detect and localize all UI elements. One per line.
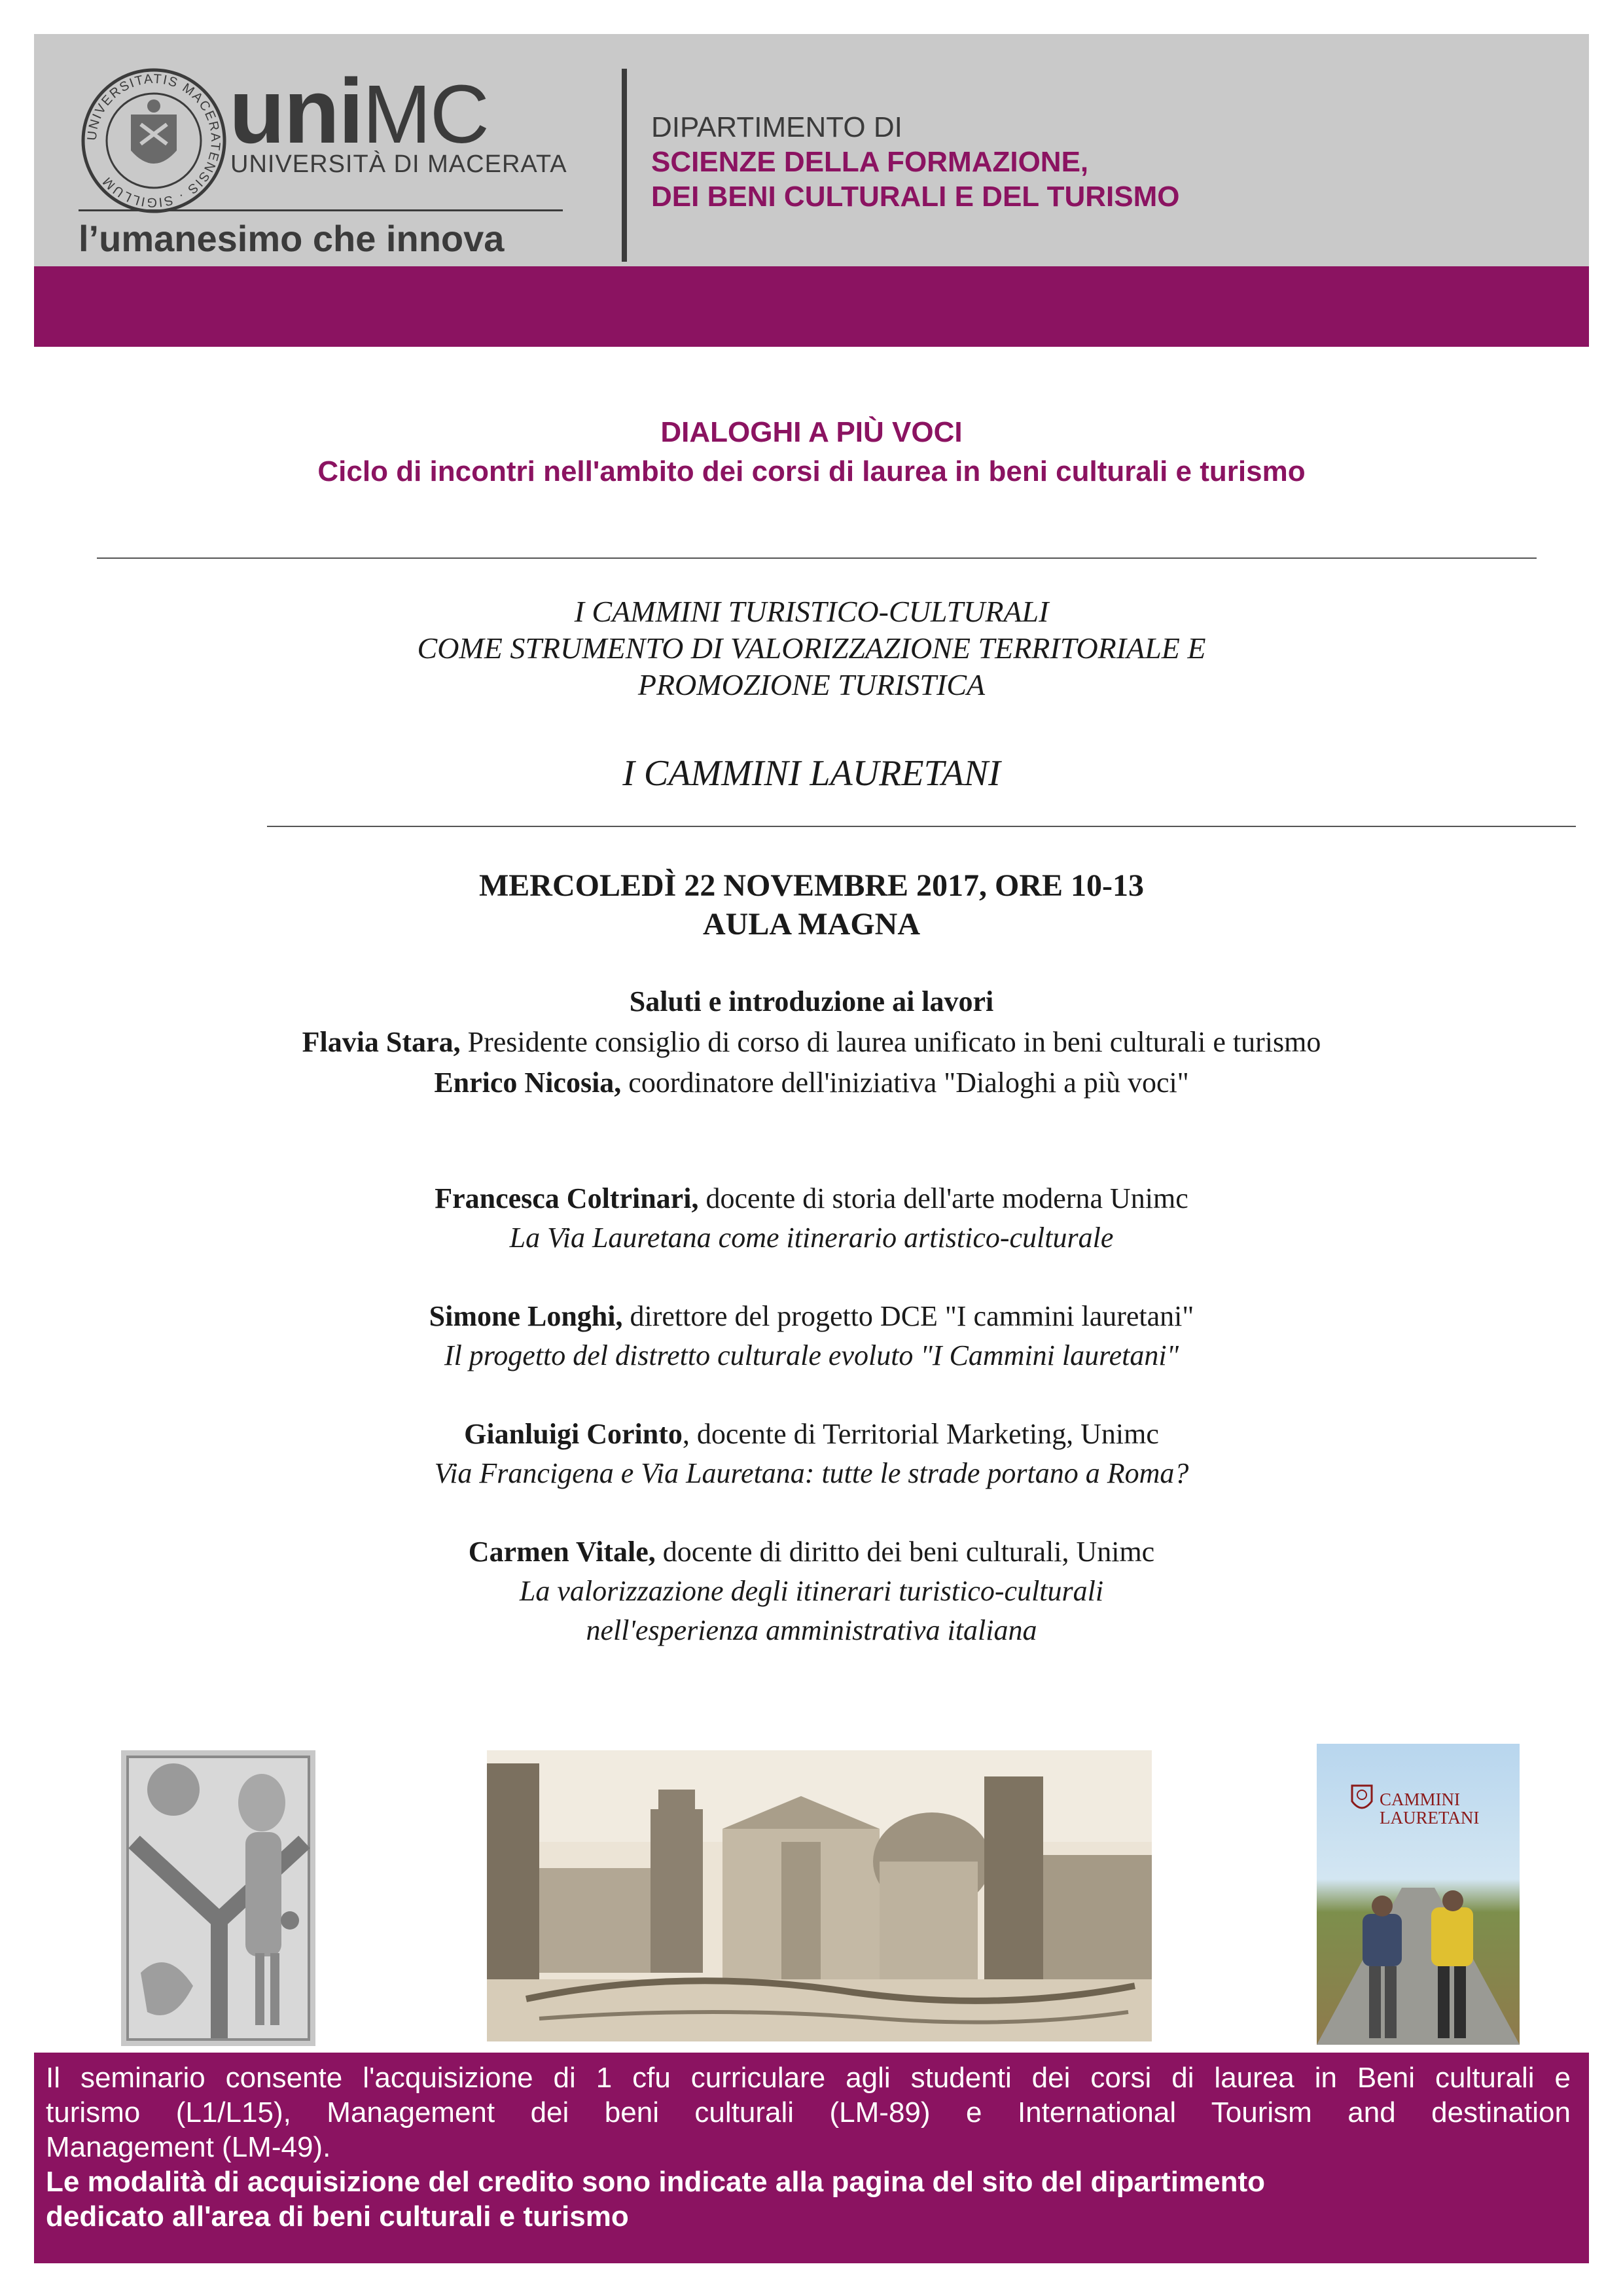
topic-line-2: COME STRUMENTO DI VALORIZZAZIONE TERRITORIALE E	[417, 631, 1206, 665]
department-name-line2: DEI BENI CULTURALI E DEL TURISMO	[651, 181, 1180, 213]
speaker-entry: Simone Longhi, direttore del progetto DCE "I cammini lauretani"	[429, 1300, 1194, 1332]
divider-top	[97, 557, 1537, 559]
series-title: DIALOGHI A PIÙ VOCI	[660, 416, 963, 448]
speaker-talk-title: nell'esperienza amministrativa italiana	[586, 1614, 1037, 1646]
speaker-entry: Gianluigi Corinto, docente di Territorial Marketing, Unimc	[464, 1418, 1159, 1450]
book-title-line1: CAMMINI	[1380, 1790, 1461, 1809]
loreto-square-engraving-image	[487, 1750, 1152, 2041]
university-name: UNIVERSITÀ DI MACERATA	[230, 150, 567, 178]
credit-info-line: Il seminario consente l'acquisizione di 1 cfu curriculare agli studenti dei corsi di laurea in Beni culturali e	[46, 2062, 1571, 2094]
divider-middle	[267, 826, 1576, 827]
logo-divider	[79, 209, 563, 211]
credit-acquisition-note: dedicato all'area di beni culturali e turismo	[46, 2200, 629, 2233]
header-vertical-divider	[622, 69, 627, 262]
speaker-entry: Francesca Coltrinari, docente di storia dell'arte moderna Unimc	[435, 1182, 1188, 1214]
event-venue: AULA MAGNA	[703, 907, 920, 942]
seal-text: UNIVERSITATIS MACERATENSIS · SIGILLUM	[84, 71, 223, 210]
speaker-talk-title: La Via Lauretana come itinerario artistico-culturale	[509, 1222, 1114, 1254]
series-subtitle: Ciclo di incontri nell'ambito dei corsi di laurea in beni culturali e turismo	[317, 455, 1306, 487]
credit-info-panel	[34, 2053, 1589, 2263]
greeting-person: Enrico Nicosia, coordinatore dell'iniziativa "Dialoghi a più voci"	[434, 1067, 1189, 1099]
topic-line-3: PROMOZIONE TURISTICA	[637, 668, 986, 701]
header-accent-bar	[34, 266, 1589, 347]
speaker-talk-title: Il progetto del distretto culturale evoluto "I Cammini lauretani"	[444, 1339, 1179, 1371]
speaker-talk-title: La valorizzazione degli itinerari turistico-culturali	[519, 1575, 1104, 1607]
pilgrim-relief-image	[121, 1750, 315, 2046]
walking-pilgrims-figure	[1317, 1875, 1520, 2045]
credit-info-line: Management (LM-49).	[46, 2131, 331, 2163]
department-name-line1: SCIENZE DELLA FORMAZIONE,	[651, 146, 1089, 178]
speaker-talk-title: Via Francigena e Via Lauretana: tutte le strade portano a Roma?	[434, 1457, 1189, 1489]
event-date-time: MERCOLEDÌ 22 NOVEMBRE 2017, ORE 10-13	[478, 868, 1145, 903]
university-tagline: l’umanesimo che innova	[79, 218, 505, 259]
book-emblem-icon	[1349, 1782, 1374, 1816]
credit-acquisition-note: Le modalità di acquisizione del credito sono indicate alla pagina del sito del dipartimento	[46, 2166, 1265, 2198]
department-label: DIPARTIMENTO DI	[651, 111, 902, 143]
topic-line-1: I CAMMINI TURISTICO-CULTURALI	[574, 595, 1049, 628]
topic-subject: I CAMMINI LAURETANI	[622, 753, 1001, 794]
logo-wordmark: uniMC	[229, 60, 488, 162]
university-seal-icon	[79, 65, 229, 216]
greeting-person: Flavia Stara, Presidente consiglio di corso di laurea unificato in beni culturali e turismo	[302, 1026, 1321, 1058]
cammini-lauretani-photo	[1317, 1744, 1520, 2045]
speaker-entry: Carmen Vitale, docente di diritto dei beni culturali, Unimc	[468, 1536, 1155, 1568]
greetings-heading: Saluti e introduzione ai lavori	[629, 985, 994, 1017]
credit-info-line: turismo (L1/L15), Management dei beni culturali (LM-89) e International Tourism and destination	[46, 2096, 1571, 2128]
book-title-line2: LAURETANI	[1380, 1808, 1480, 1828]
